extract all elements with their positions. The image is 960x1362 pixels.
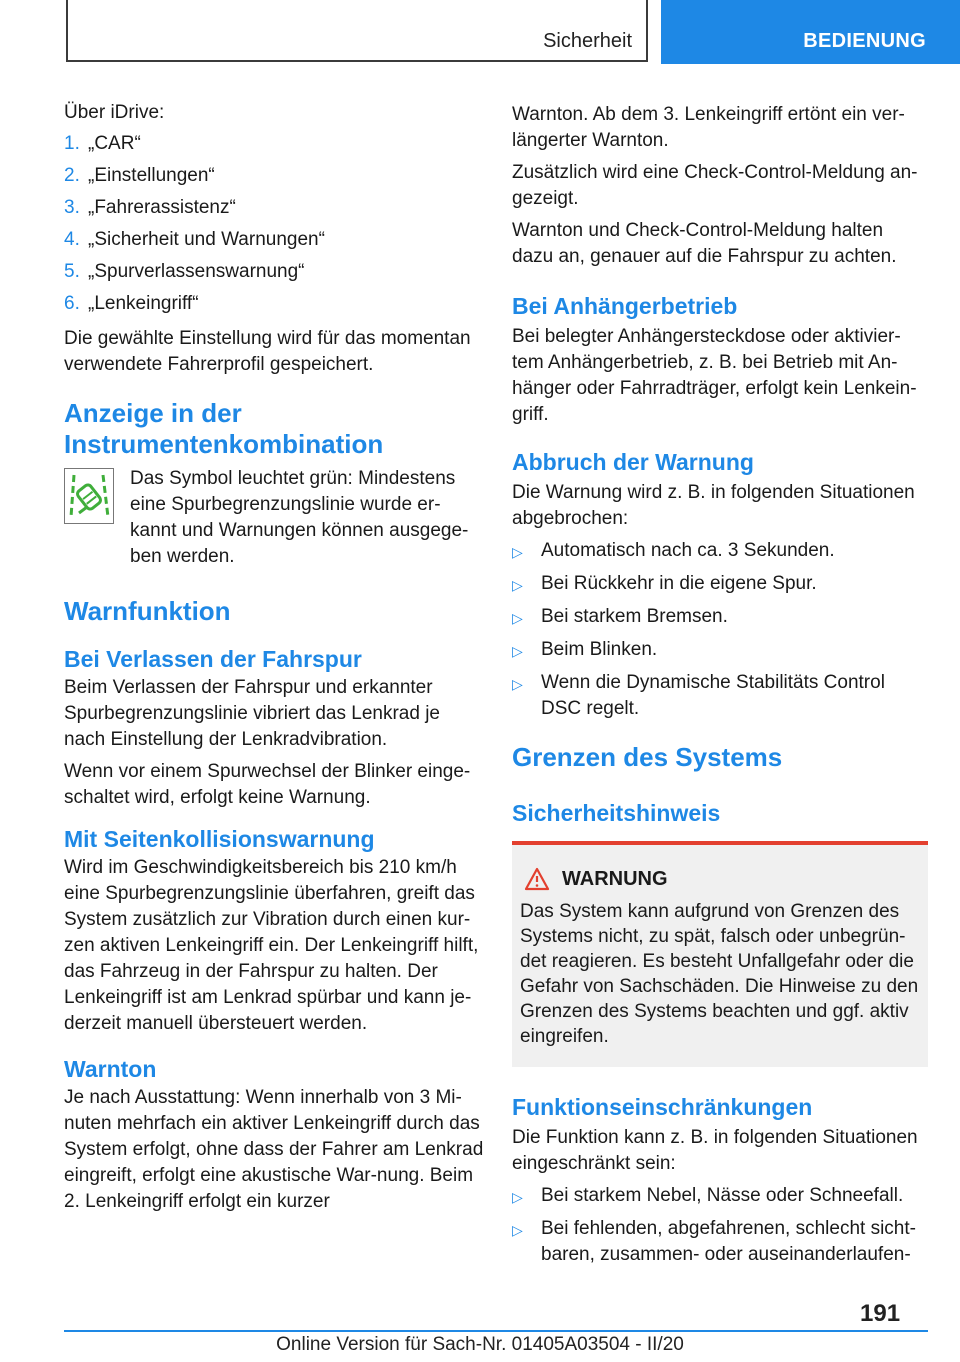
restrictions-paragraph: Die Funktion kann z. B. in folgenden Situationen eingeschränkt sein: <box>512 1127 918 1174</box>
saved-note: Die gewählte Einstellung wird für das momentan verwendete Fahrerprofil gespeichert. <box>64 328 471 375</box>
list-item: ▷ Beim Blinken. <box>512 637 928 664</box>
idrive-intro: Über iDrive: <box>64 102 165 123</box>
list-item: ▷ Bei starkem Nebel, Nässe oder Schneefall. <box>512 1183 928 1210</box>
heading-warning-tone: Warnton <box>64 1056 157 1082</box>
trailer-paragraph: Bei belegter Anhängersteckdose oder aktivier-tem Anhängerbetrieb, z. B. bei Betrieb mit An-hänger oder Fahrradträger, erfolgt kein Lenkein-griff. <box>512 326 917 425</box>
abort-paragraph: Die Warnung wird z. B. in folgenden Situationen abgebrochen: <box>512 482 915 529</box>
list-item: ▷ Wenn die Dynamische Stabilitäts Control DSC regelt. <box>512 670 928 722</box>
heading-safety: Sicherheitshinweis <box>512 800 721 826</box>
header-section-label: Sicherheit <box>543 30 632 52</box>
list-item: 5. „Spurverlassenswarnung“ <box>64 261 305 282</box>
list-item: ▷ Bei Rückkehr in die eigene Spur. <box>512 571 928 598</box>
triangle-bullet-icon: ▷ <box>512 544 523 560</box>
symbol-description: Das Symbol leuchtet grün: Mindestens eine Spurbegrenzungslinie wurde er-kannt und Warnungen können ausgege-ben werden. <box>130 468 469 567</box>
heading-trailer: Bei Anhängerbetrieb <box>512 293 738 319</box>
warning-header <box>520 867 920 891</box>
heading-side-collision: Mit Seitenkollisionswarnung <box>64 826 375 852</box>
triangle-bullet-icon: ▷ <box>512 643 523 659</box>
triangle-bullet-icon: ▷ <box>512 1189 523 1205</box>
abort-list <box>512 538 928 722</box>
header-section-box <box>66 0 648 62</box>
header-chapter-box <box>661 0 960 64</box>
triangle-bullet-icon: ▷ <box>512 676 523 692</box>
check-control-paragraph-2: Warnton und Check-Control-Meldung halten dazu an, genauer auf die Fahrspur zu achten. <box>512 220 897 267</box>
triangle-bullet-icon: ▷ <box>512 610 523 626</box>
warning-box <box>512 841 928 1067</box>
triangle-bullet-icon: ▷ <box>512 577 523 593</box>
list-item: 2. „Einstellungen“ <box>64 165 215 186</box>
warning-tone-continued: Warnton. Ab dem 3. Lenkeingriff ertönt ein ver-längerter Warnton. <box>512 104 905 151</box>
online-version-text: Online Version für Sach-Nr. 01405A03504 - II/20 <box>276 1334 684 1355</box>
leaving-paragraph-2: Wenn vor einem Spurwechsel der Blinker einge-schaltet wird, erfolgt keine Warnung. <box>64 761 471 808</box>
warning-title: WARNUNG <box>562 867 668 890</box>
check-control-paragraph: Zusätzlich wird eine Check-Control-Meldung an-gezeigt. <box>512 162 918 209</box>
heading-limits: Grenzen des Systems <box>512 742 783 772</box>
list-item: 1. „CAR“ <box>64 133 141 154</box>
header-chapter-label: BEDIENUNG <box>803 30 926 52</box>
list-item: 3. „Fahrerassistenz“ <box>64 197 236 218</box>
lane-departure-green-icon <box>64 468 114 524</box>
side-collision-paragraph: Wird im Geschwindigkeitsbereich bis 210 km/h eine Spurbegrenzungslinie überfahren, greift das System zusätzlich zur Vibration durch einen kur-zen aktiven Lenkeingriff ein. Der Lenkeingriff hilft, das Fahrzeug in der Fahrspur zu halten. Der Lenkeingriff ist am Lenkrad spürbar und kann je-derzeit manuell übersteuert werden. <box>64 857 479 1034</box>
heading-abort: Abbruch der Warnung <box>512 449 754 475</box>
right-column <box>512 100 928 1274</box>
symbol-row <box>64 466 484 570</box>
heading-restrictions: Funktionseinschränkungen <box>512 1094 813 1120</box>
triangle-bullet-icon: ▷ <box>512 1222 523 1238</box>
idrive-steps-list <box>64 128 484 320</box>
warning-text: Das System kann aufgrund von Grenzen des Systems nicht, zu spät, falsch oder unbegrün-det reagieren. Es besteht Unfallgefahr oder die Gefahr von Sachschäden. Die Hinweise zu den Grenzen des Systems beachten und ggf. aktiv eingreifen. <box>520 901 919 1047</box>
warning-tone-paragraph: Je nach Ausstattung: Wenn innerhalb von 3 Mi-nuten mehrfach ein aktiver Lenkeingriff durch das System erfolgt, ohne dass der Fahrer am Lenkrad eingreift, erfolgt eine akustische War-nung. Beim 2. Lenkeingriff erfolgt ein kurzer <box>64 1087 484 1212</box>
list-item: ▷ Bei starkem Bremsen. <box>512 604 928 631</box>
list-item: ▷ Bei fehlenden, abgefahrenen, schlecht sicht-baren, zusammen- oder auseinanderlaufen- <box>512 1216 928 1268</box>
footer-divider <box>64 1330 928 1332</box>
heading-leaving-lane: Bei Verlassen der Fahrspur <box>64 646 362 672</box>
leaving-paragraph-1: Beim Verlassen der Fahrspur und erkannter Spurbegrenzungslinie vibriert das Lenkrad je nach Einstellung der Lenkradvibration. <box>64 677 441 750</box>
warning-triangle-icon <box>524 867 550 891</box>
list-item: ▷ Automatisch nach ca. 3 Sekunden. <box>512 538 928 565</box>
heading-warn-function: Warnfunktion <box>64 596 231 626</box>
left-column <box>64 100 484 1221</box>
heading-display: Anzeige in der Instrumentenkombination <box>64 398 384 459</box>
list-item: 6. „Lenkeingriff“ <box>64 293 199 314</box>
restrictions-list <box>512 1183 928 1268</box>
page-number: 191 <box>860 1300 901 1327</box>
list-item: 4. „Sicherheit und Warnungen“ <box>64 229 325 250</box>
